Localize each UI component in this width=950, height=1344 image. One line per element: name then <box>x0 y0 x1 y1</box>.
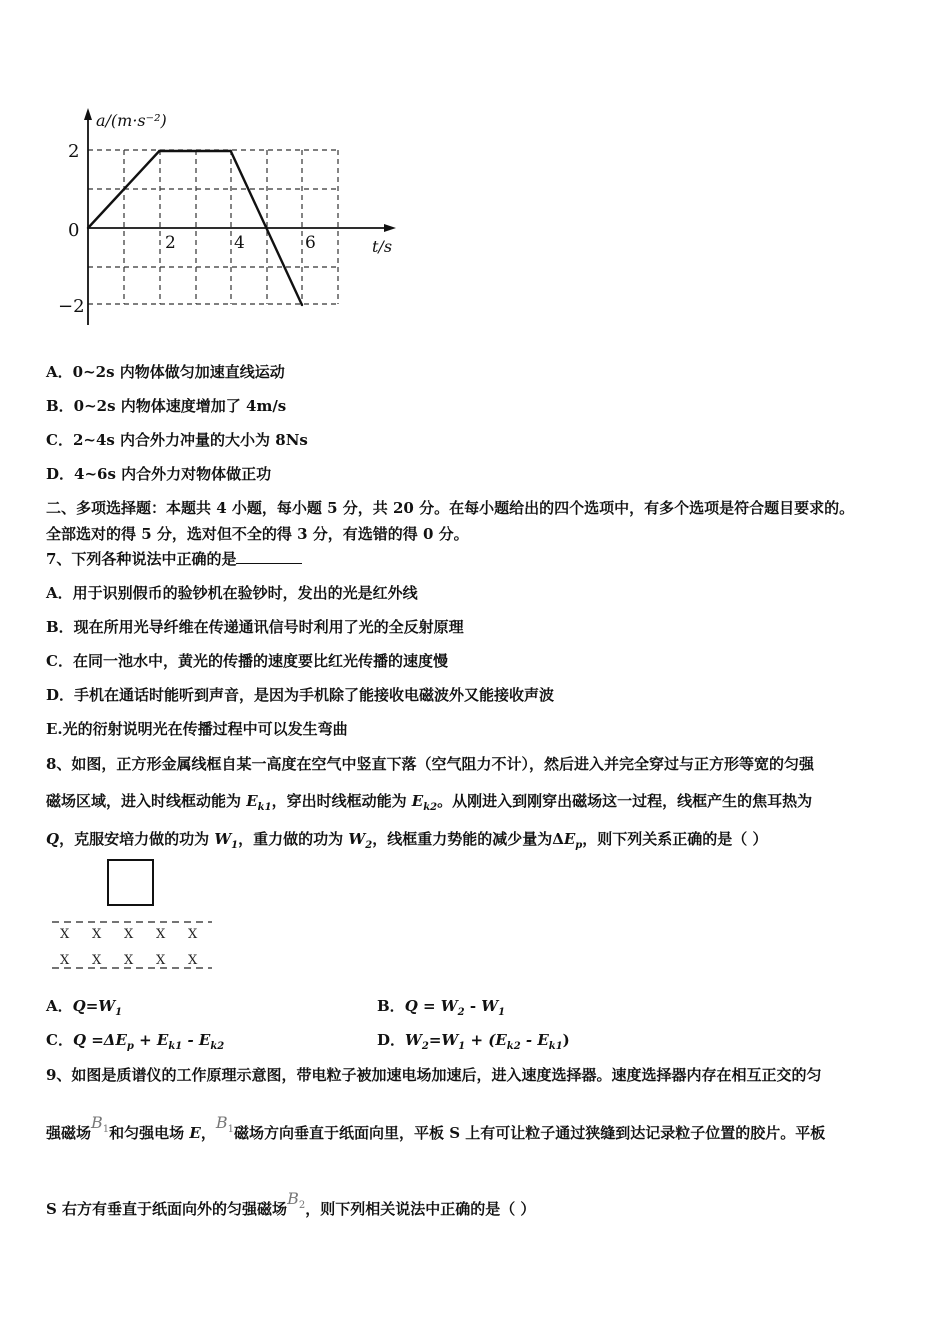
q8-option-d: D．$W_2=W_1 + (E_{k2} - E_{k1})$ <box>377 1031 570 1052</box>
field-x-mark: X <box>124 927 134 942</box>
q7-option-d: D．手机在通话时能听到声音，是因为手机除了能接收电磁波外又能接收声波 <box>46 686 555 704</box>
q9-stem-line1: 9、如图是质谱仪的工作原理示意图，带电粒子被加速电场加速后，进入速度选择器。速度选择器内存在相互正交的匀 <box>46 1066 822 1084</box>
q8-stem-line2: 磁场区域，进入时线框动能为 $E_{k1}$，穿出时线框动能为 $E_{k2}$。从刚进入到刚穿出磁场这一过程，线框产生的焦耳热为 <box>46 792 813 813</box>
q7-option-a: A．用于识别假币的验钞机在验钞时，发出的光是红外线 <box>46 584 418 602</box>
x-tick-label: 2 <box>165 233 176 253</box>
q6-option-c: C．2~4s 内合外力冲量的大小为 8Ns <box>46 431 308 449</box>
frame-field-figure <box>40 855 260 985</box>
q7-option-b: B．现在所用光导纤维在传递通讯信号时利用了光的全反射原理 <box>46 618 464 636</box>
q7-option-c: C．在同一池水中，黄光的传播的速度要比红光传播的速度慢 <box>46 652 448 670</box>
series-vertex-point <box>158 150 160 152</box>
field-x-mark: X <box>60 927 70 942</box>
answer-blank <box>236 549 302 564</box>
series-vertex-point <box>87 227 89 229</box>
q6-option-a: A．0~2s 内物体做匀加速直线运动 <box>46 363 285 381</box>
section2-heading-line1: 二、多项选择题：本题共 4 小题，每小题 5 分，共 20 分。在每小题给出的四个选项中，有多个选项是符合题目要求的。 <box>46 499 855 517</box>
y-axis-label: a/(m·s⁻²) <box>96 111 167 130</box>
q8-stem-line1: 8、如图，正方形金属线框自某一高度在空气中竖直下落（空气阻力不计），然后进入并完全穿过与正方形等宽的匀强 <box>46 755 814 773</box>
y-tick-label: 0 <box>68 220 80 241</box>
q8-option-a: A．$Q=W_1$ <box>46 997 123 1018</box>
square-frame <box>108 860 153 905</box>
q8-stem-line3: Q，克服安培力做的功为 $W_1$，重力做的功为 $W_2$，线框重力势能的减少量为$\Delta E_p$，则下列关系正确的是（ ） <box>46 830 768 851</box>
x-tick-label: 4 <box>234 233 245 253</box>
y-tick-label: −2 <box>58 296 85 317</box>
q7-option-e: E.光的衍射说明光在传播过程中可以发生弯曲 <box>46 720 348 738</box>
section2-heading-line2: 全部选对的得 5 分，选对但不全的得 3 分，有选错的得 0 分。 <box>46 525 469 543</box>
field-x-mark: X <box>156 927 166 942</box>
field-x-mark: X <box>92 953 102 968</box>
x-axis-label: t/s <box>372 237 393 256</box>
q8-option-b: B．$Q = W_2 - W_1$ <box>377 997 506 1018</box>
acceleration-time-graph <box>0 0 400 340</box>
x-axis-arrow <box>384 224 396 232</box>
field-x-mark: X <box>124 953 134 968</box>
grid-lines <box>88 150 338 304</box>
series-vertex-point <box>301 304 303 306</box>
q9-stem-line3: S 右方有垂直于纸面向外的匀强磁场$B_2$，则下列相关说法中正确的是（ ） <box>46 1189 536 1218</box>
q6-option-d: D．4~6s 内合外力对物体做正功 <box>46 465 272 483</box>
field-x-mark: X <box>60 953 70 968</box>
q7-stem: 7、下列各种说法中正确的是 <box>46 548 302 569</box>
series-vertex-point <box>229 150 231 152</box>
x-tick-label: 6 <box>305 233 316 253</box>
field-x-mark: X <box>188 953 198 968</box>
q6-option-b: B．0~2s 内物体速度增加了 4m/s <box>46 397 287 415</box>
field-x-mark: X <box>92 927 102 942</box>
field-x-mark: X <box>188 927 198 942</box>
field-x-mark: X <box>156 953 166 968</box>
q9-stem-line2: 强磁场$B_1$和匀强电场 E，$B_1$磁场方向垂直于纸面向里，平板 S 上有可让粒子通过狭缝到达记录粒子位置的胶片。平板 <box>46 1113 826 1142</box>
y-tick-label: 2 <box>68 141 80 162</box>
q8-option-c: C．$Q =\Delta E_p + E_{k1} - E_{k2}$ <box>46 1031 225 1052</box>
y-axis-arrow <box>84 108 92 120</box>
